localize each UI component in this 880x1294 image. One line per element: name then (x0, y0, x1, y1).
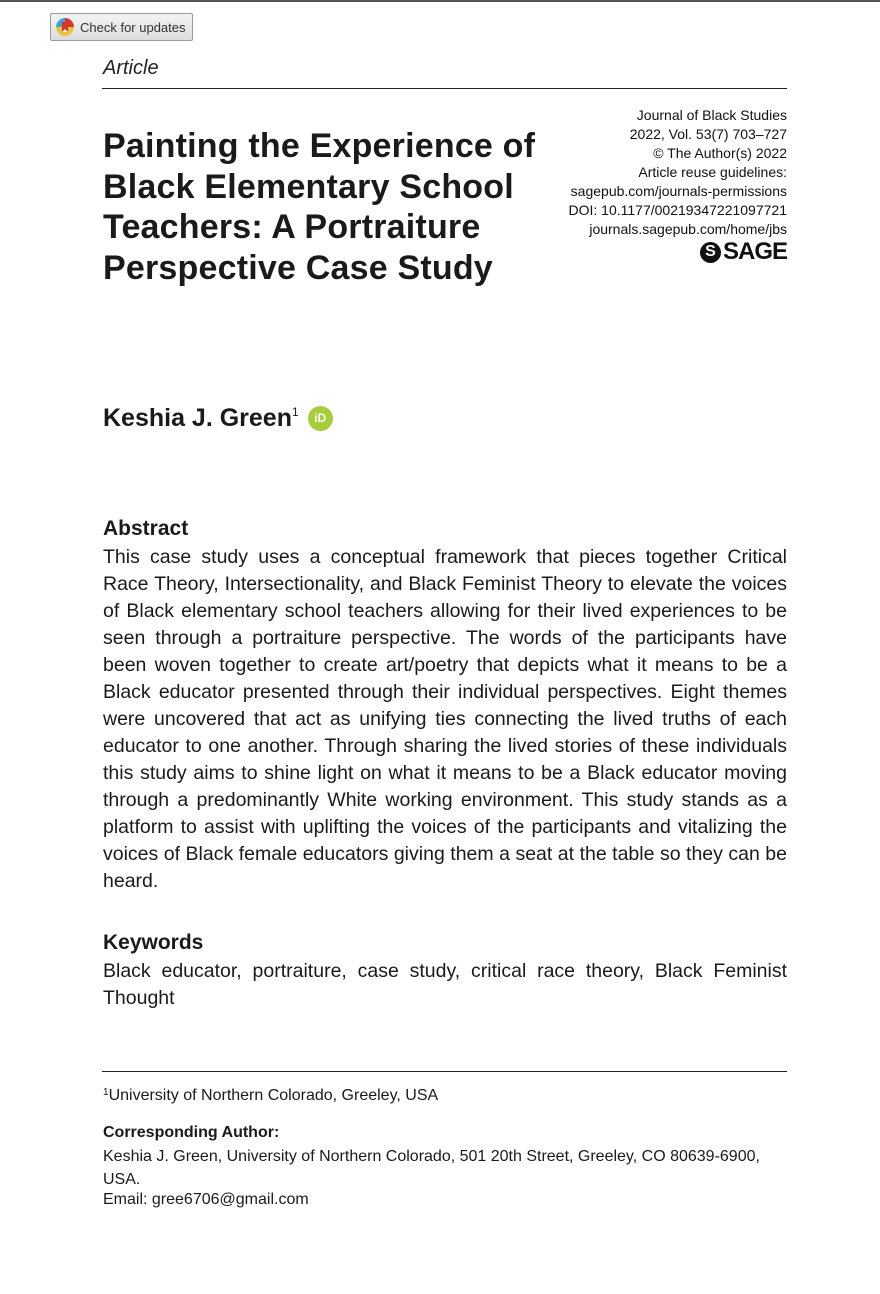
journal-name: Journal of Black Studies (636, 107, 787, 123)
keywords-heading: Keywords (103, 931, 204, 954)
crossmark-icon (56, 18, 74, 36)
journal-info-block (569, 106, 788, 239)
check-for-updates-label: Check for updates (80, 19, 186, 35)
author-name: Keshia J. Green (103, 404, 292, 432)
author-line (103, 404, 333, 433)
header-rule (102, 88, 787, 89)
doi-link[interactable]: DOI: 10.1177/00219347221097721 (568, 202, 787, 218)
affiliation-mark: 1 (103, 1087, 109, 1098)
page-top-border (0, 0, 880, 2)
author-email[interactable]: Email: gree6706@gmail.com (103, 1191, 309, 1208)
affiliation-text: University of Northern Colorado, Greeley, USA (108, 1087, 439, 1104)
keywords-text: Black educator, portraiture, case study, critical race theory, Black Feminist Thought (103, 960, 787, 1009)
article-title: Painting the Experience of Black Elementary School Teachers: A Portraiture Perspective Case Study (103, 127, 536, 287)
abstract-text: This case study uses a conceptual framework that pieces together Critical Race Theory, Intersectionality, and Black Feminist Theory to elevate the voices of Black elementary school teachers allowing for their lived experiences to be seen through a portraiture perspective. The words of the participants have been woven together to create art/poetry that depicts what it means to be a Black educator presented through their individual perspectives. Eight themes were uncovered that act as unifying ties connecting the lived truths of each educator to one another. Through sharing the lived stories of these individuals this study aims to shine light on what it means to be a Black educator moving through a predominantly White working environment. This study stands as a platform to assist with uplifting the voices of the participants and vitalizing the voices of Black female educators giving them a seat at the table so they can be heard. (103, 546, 787, 892)
author-affil-mark: 1 (291, 405, 299, 419)
corresponding-author-heading: Corresponding Author: (103, 1124, 280, 1141)
reuse-guidelines-label: Article reuse guidelines: (638, 164, 787, 180)
affiliation-footnote (103, 1087, 438, 1105)
corresponding-author-text: Keshia J. Green, University of Northern Colorado, 501 20th Street, Greeley, CO 80639-6900, USA. (103, 1148, 760, 1188)
check-for-updates-button[interactable] (50, 13, 193, 41)
sage-logo-text: SAGE (722, 238, 787, 265)
orcid-icon[interactable]: iD (308, 406, 333, 431)
article-type-label: Article (103, 57, 159, 79)
journal-home-link[interactable]: journals.sagepub.com/home/jbs (589, 221, 787, 237)
sage-logo (700, 240, 787, 264)
journal-copyright: © The Author(s) 2022 (653, 145, 787, 161)
footnote-rule (102, 1071, 787, 1072)
reuse-guidelines-link[interactable]: sagepub.com/journals-permissions (570, 183, 787, 199)
sage-s-icon: S (700, 242, 721, 263)
journal-volume: 2022, Vol. 53(7) 703–727 (629, 126, 787, 142)
abstract-heading: Abstract (103, 517, 189, 540)
